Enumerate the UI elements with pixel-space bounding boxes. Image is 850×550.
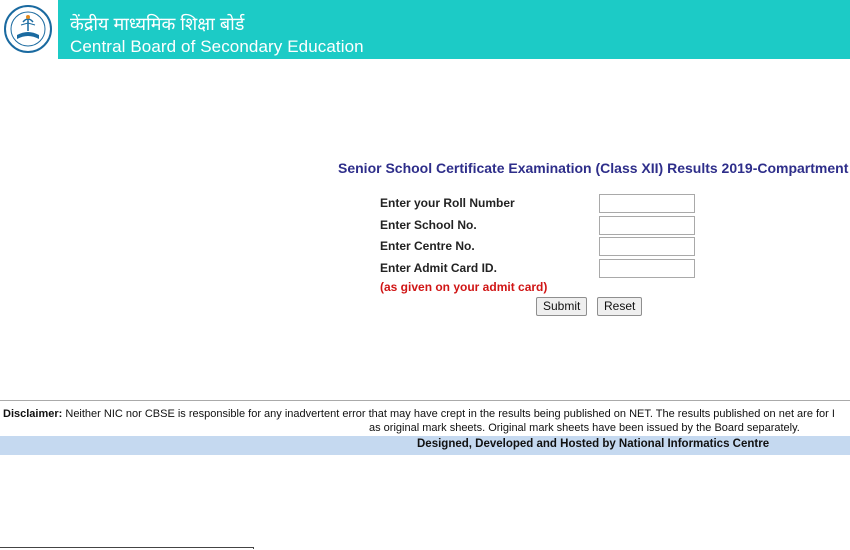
- bottom-divider: [0, 547, 254, 549]
- school-no-label: Enter School No.: [380, 218, 477, 232]
- roll-number-label: Enter your Roll Number: [380, 196, 515, 210]
- disclaimer-text: [3, 408, 850, 420]
- school-no-input[interactable]: [599, 216, 695, 235]
- admit-card-label: Enter Admit Card ID.: [380, 261, 497, 275]
- footer-divider: [0, 400, 850, 401]
- site-title-hindi: केंद्रीय माध्यमिक शिक्षा बोर्ड: [70, 14, 245, 34]
- page-title: Senior School Certificate Examination (Class XII) Results 2019-Compartment: [338, 160, 849, 176]
- disclaimer-body: Neither NIC nor CBSE is responsible for any inadvertent error that may have crept in the results being published on NET. The results published on net are for I: [62, 408, 835, 420]
- submit-button[interactable]: Submit: [536, 297, 587, 316]
- admit-card-input[interactable]: [599, 259, 695, 278]
- centre-no-input[interactable]: [599, 237, 695, 256]
- disclaimer-line-2: as original mark sheets. Original mark sheets have been issued by the Board separately.: [369, 422, 800, 434]
- centre-no-label: Enter Centre No.: [380, 239, 475, 253]
- site-title-english: Central Board of Secondary Education: [70, 37, 364, 56]
- site-header: [0, 0, 850, 59]
- roll-number-input[interactable]: [599, 194, 695, 213]
- cbse-emblem-icon: [3, 3, 53, 55]
- disclaimer-prefix: Disclaimer:: [3, 408, 63, 420]
- reset-button[interactable]: Reset: [597, 297, 642, 316]
- credit-text: Designed, Developed and Hosted by National Informatics Centre: [417, 438, 770, 450]
- admit-card-note: (as given on your admit card): [380, 280, 548, 294]
